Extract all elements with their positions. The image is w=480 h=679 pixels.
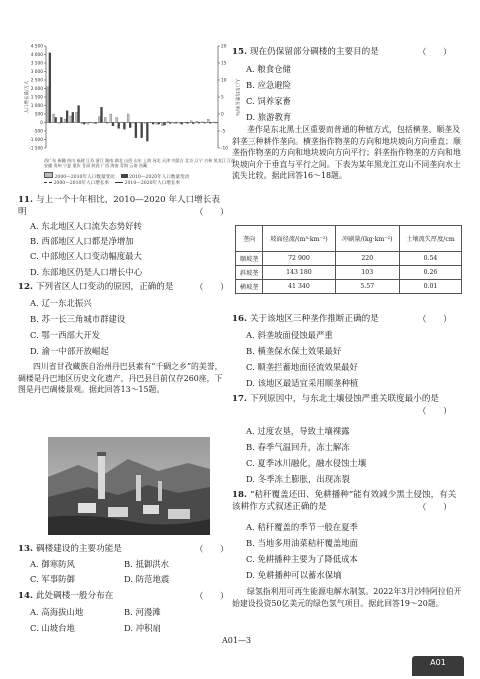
y-tick-label: 3 500 (30, 61, 43, 67)
passage-danba: 四川省甘孜藏族自治州丹巴县素有“千碉之乡”的美誉，碉楼是丹巴地区历史文化遗产，丹巴县目前仅存260座，下图是丹巴碉楼景观。据此回答13～15题。 (18, 362, 223, 395)
y-axis-left-title: 人口增长量/万人 (25, 80, 30, 114)
option-16a[interactable]: A. 斜垄坡面侵蚀最严重 (246, 330, 333, 340)
bar (66, 111, 68, 123)
y-tick-label: 4 000 (30, 53, 43, 58)
bar (72, 112, 74, 122)
bar (204, 123, 206, 124)
bar (58, 123, 60, 124)
bar (78, 106, 80, 123)
answer-paren-15: （ ） (418, 47, 452, 57)
option-13d[interactable]: D. 防范地震 (124, 574, 170, 584)
table-header: 冲刷量/(kg·km⁻²) (335, 226, 399, 252)
bar (152, 123, 154, 125)
option-18a[interactable]: A. 秸秆覆盖的季节一般在夏季 (246, 522, 358, 532)
bar (179, 123, 181, 124)
option-12a[interactable]: A. 辽一东北振兴 (30, 298, 92, 308)
y-tick-label: 1 000 (30, 104, 43, 109)
y-tick-label: 4 500 (30, 44, 43, 50)
bar (144, 123, 146, 124)
bar (47, 87, 49, 123)
option-12b[interactable]: B. 苏一长三角城市群建设 (30, 314, 126, 324)
population-chart (22, 36, 242, 176)
erosion-table (235, 225, 462, 294)
table-row: 斜坡垄 143 180 103 0.26 (236, 266, 462, 280)
bar (141, 123, 143, 138)
bar (169, 123, 171, 124)
option-14c[interactable]: C. 山坡台地 (30, 623, 75, 633)
diaolou-photo (48, 437, 210, 535)
bar (112, 123, 114, 126)
y-tick-label: -500 (33, 129, 43, 135)
table-header: 土壤流失厚度/cm (399, 226, 461, 252)
y-tick-label: 500 (34, 112, 43, 118)
section-tag: A01 (412, 656, 464, 676)
bar (196, 121, 198, 122)
option-11d[interactable]: D. 东部地区仍是人口增长中心 (30, 267, 143, 277)
option-18b[interactable]: B. 当地多用油菜秸秆覆盖地面 (246, 538, 358, 548)
answer-paren-14: （ ） (195, 591, 229, 601)
y-axis-right-title: 人口年均增长率/% (234, 78, 239, 116)
bar (133, 123, 135, 124)
option-15b[interactable]: B. 应急避险 (246, 80, 291, 90)
bar (98, 117, 100, 123)
option-18c[interactable]: C. 免耕播种主要为了降低成本 (246, 554, 358, 564)
table-header: 坡面径流/(m³·km⁻²) (263, 226, 335, 252)
y-right-tick-label: 15 (221, 61, 227, 67)
bar (202, 122, 204, 123)
option-17d[interactable]: D. 冬季冻土膨胀，出现冻裂 (246, 474, 350, 484)
question-16: 16. 关于该地区三种垄作推断正确的是 (232, 314, 379, 324)
y-tick-label: 2 500 (30, 78, 43, 84)
bar (127, 114, 129, 123)
bar (93, 123, 95, 124)
option-12d[interactable]: D. 渝一中部开放崛起 (30, 346, 109, 356)
answer-paren-18: （ ） (418, 502, 452, 512)
option-16c[interactable]: C. 顺垄拦蓄地面径流效果最好 (246, 362, 358, 372)
chart-legend: 2000—2010年人口数量变动 2010—2020年人口数量变动 2000—2010年人口增长率 2010—2020年人口增长率 (44, 172, 240, 187)
answer-paren-16: （ ） (418, 314, 452, 324)
y-tick-label: -1 000 (29, 138, 43, 143)
question-18: 18. “秸秆覆盖还田、免耕播种”能有效减少黑土侵蚀，有关该耕作方式叙述正确的是 (232, 490, 457, 512)
y-tick-label: 3 000 (30, 70, 43, 75)
option-17c[interactable]: C. 夏季冰川融化，融水侵蚀土壤 (246, 458, 367, 468)
question-11: 11. 与上一个十年相比，2010—2020 年人口增长表明 (18, 195, 220, 217)
option-11a[interactable]: A. 东北地区人口流失态势好转 (30, 221, 142, 231)
option-15c[interactable]: C. 饲养家畜 (246, 96, 291, 106)
bar (87, 123, 89, 125)
bar (100, 107, 102, 122)
bar (116, 117, 118, 122)
y-tick-label: 2 000 (30, 87, 43, 92)
y-right-tick-label: 10 (221, 78, 227, 84)
option-11b[interactable]: B. 西部地区人口都是净增加 (30, 236, 134, 246)
chart-region-labels: 西广东 新疆 四川 福建 江苏 浙江 湖南 湖北 山西 山东 上海 河北 天津 内蒙古 北京 辽宁 吉林 黑龙江 江西 安徽 贵州 宁夏 重庆 甘肃 陕西 广西 海南 青海 云南 西藏 (44, 158, 236, 168)
question-17: 17. 下列原因中，与东北土壤侵蚀严重关联度最小的是 (232, 394, 440, 404)
option-11c[interactable]: C. 中部地区人口变动幅度最大 (30, 251, 142, 261)
bar (75, 112, 77, 122)
table-header: 垄向 (236, 226, 263, 252)
bar (186, 123, 188, 124)
bar (95, 123, 97, 124)
bar (215, 123, 217, 124)
bar (64, 119, 66, 122)
option-15d[interactable]: D. 旅游教育 (246, 112, 292, 122)
bar (123, 123, 125, 130)
y-right-tick-label: -10 (221, 146, 229, 152)
bar (106, 123, 108, 124)
bar (207, 119, 209, 122)
option-18d[interactable]: D. 免耕播种可以蓄水保墒 (246, 570, 342, 580)
option-17b[interactable]: B. 春季气温回升，冻土解冻 (246, 442, 350, 452)
bar (158, 123, 160, 125)
option-17a[interactable]: A. 过度农垦，导致土壤裸露 (246, 426, 350, 436)
bar (156, 123, 158, 125)
option-12c[interactable]: C. 鄂一西部大开发 (30, 330, 101, 340)
question-14: 14. 此处碉楼一般分布在 (18, 591, 114, 601)
answer-paren-12: （ ） (195, 282, 229, 292)
y-tick-label: -1 500 (29, 146, 43, 152)
bar (175, 123, 177, 124)
y-tick-label: 0 (40, 121, 43, 126)
answer-paren-11: （ ） (195, 207, 229, 217)
bar (198, 123, 200, 124)
bar (190, 121, 192, 123)
question-15: 15. 现在仍保留部分碉楼的主要目的是 (232, 47, 379, 57)
bar (167, 121, 169, 122)
option-14b[interactable]: B. 河漫滩 (124, 607, 161, 617)
bar (104, 117, 106, 122)
bar (161, 123, 163, 126)
bar (70, 116, 72, 122)
bar (60, 117, 62, 122)
passage-green-hydrogen: 绿氢指利用可再生能源电解水制氢。2022年3月沙特阿拉伯开始建设投资50亿美元的绿色氢气项目。据此回答19～20题。 (232, 587, 462, 608)
bar (209, 123, 211, 124)
y-right-tick-label: -5 (221, 129, 226, 135)
table-row: 横坡垄 41 340 5.57 0.01 (236, 280, 462, 294)
bar (83, 123, 85, 125)
bar (129, 123, 131, 128)
bar (53, 114, 55, 123)
option-15a[interactable]: A. 粮食仓储 (246, 64, 291, 74)
option-16d[interactable]: D. 该地区最适宜采用顺垄种植 (246, 378, 359, 388)
bar (110, 114, 112, 123)
option-13c[interactable]: C. 军事防御 (30, 574, 75, 584)
option-14a[interactable]: A. 高海拔山地 (30, 607, 84, 617)
option-16b[interactable]: B. 横垄保水保土效果最好 (246, 346, 342, 356)
question-13: 13. 碉楼建设的主要功能是 (18, 544, 122, 554)
page-number: A01—3 (222, 636, 252, 645)
bar (213, 122, 215, 123)
option-13a[interactable]: A. 御寒防风 (30, 559, 75, 569)
passage-ridge: 垄作是东北黑土区重要而普通的种植方式，包括横垄、顺垄及斜垄三种耕作垄向。横垄指作物垄的方向和地块坡向方向垂直；顺垄指作物垄的方向和地块坡向方向平行；斜垄指作物垄的方向和地块坡向介于垂直与平行之间。下表为某年黑龙江克山不同垄向水土流失比较。据此回答16～18题。 (232, 125, 461, 181)
answer-paren-13: （ ） (195, 544, 229, 554)
option-13b[interactable]: B. 抵御洪水 (124, 559, 169, 569)
bar (146, 123, 148, 142)
bar (81, 123, 83, 124)
y-right-tick-label: 20 (221, 44, 227, 50)
bar (181, 123, 183, 125)
bar (49, 53, 51, 123)
y-tick-label: 1 500 (30, 95, 43, 101)
y-right-tick-label: 5 (221, 95, 224, 101)
bar (192, 123, 194, 124)
option-14d[interactable]: D. 冲积扇 (124, 623, 161, 633)
bar (135, 123, 137, 138)
bar (173, 123, 175, 124)
table-row: 顺坡垄 72 900 220 0.54 (236, 252, 462, 266)
question-12: 12. 下列省区人口变动的原因，正确的是 (18, 282, 174, 292)
y-right-tick-label: 0 (221, 112, 224, 118)
bar (118, 123, 120, 129)
answer-paren-17: （ ） (418, 406, 452, 416)
bar (55, 117, 57, 122)
bar (164, 123, 166, 126)
